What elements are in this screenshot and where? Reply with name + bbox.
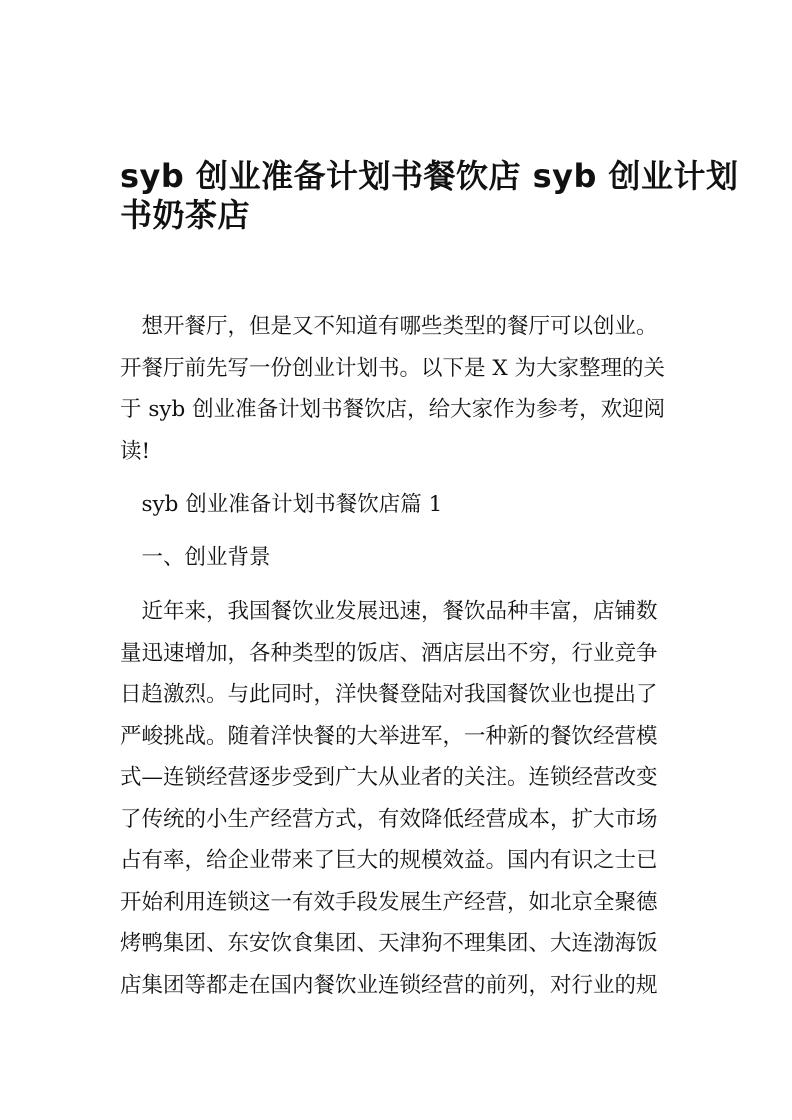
document-title-line-1: syb 创业准备计划书餐饮店 syb 创业计划: [120, 157, 739, 195]
section-title: syb 创业准备计划书餐饮店篇 1: [120, 492, 443, 517]
body-line: 式—连锁经营逐步受到广大从业者的关注。连锁经营改变: [120, 765, 658, 790]
body-line: 了传统的小生产经营方式，有效降低经营成本，扩大市场: [120, 807, 658, 832]
body-line: 烤鸭集团、东安饮食集团、天津狗不理集团、大连渤海饭: [120, 931, 658, 956]
intro-line: 想开餐厅，但是又不知道有哪些类型的餐厅可以创业。: [120, 314, 658, 339]
intro-line: 读!: [120, 439, 151, 464]
body-line: 占有率，给企业带来了巨大的规模效益。国内有识之士已: [120, 848, 658, 873]
body-line: 店集团等都走在国内餐饮业连锁经营的前列，对行业的规: [120, 973, 658, 998]
document-title-line-2: 书奶茶店: [120, 196, 251, 234]
body-line: 近年来，我国餐饮业发展迅速，餐饮品种丰富，店铺数: [120, 599, 658, 624]
body-line: 日趋激烈。与此同时，洋快餐登陆对我国餐饮业也提出了: [120, 682, 658, 707]
subsection-title: 一、创业背景: [120, 545, 271, 570]
body-line: 开始利用连锁这一有效手段发展生产经营，如北京全聚德: [120, 890, 658, 915]
intro-line: 开餐厅前先写一份创业计划书。以下是 X 为大家整理的关: [120, 356, 665, 381]
body-line: 量迅速增加，各种类型的饭店、酒店层出不穷，行业竞争: [120, 641, 658, 666]
intro-line: 于 syb 创业准备计划书餐饮店，给大家作为参考，欢迎阅: [120, 397, 666, 422]
body-line: 严峻挑战。随着洋快餐的大举进军，一种新的餐饮经营模: [120, 724, 658, 749]
